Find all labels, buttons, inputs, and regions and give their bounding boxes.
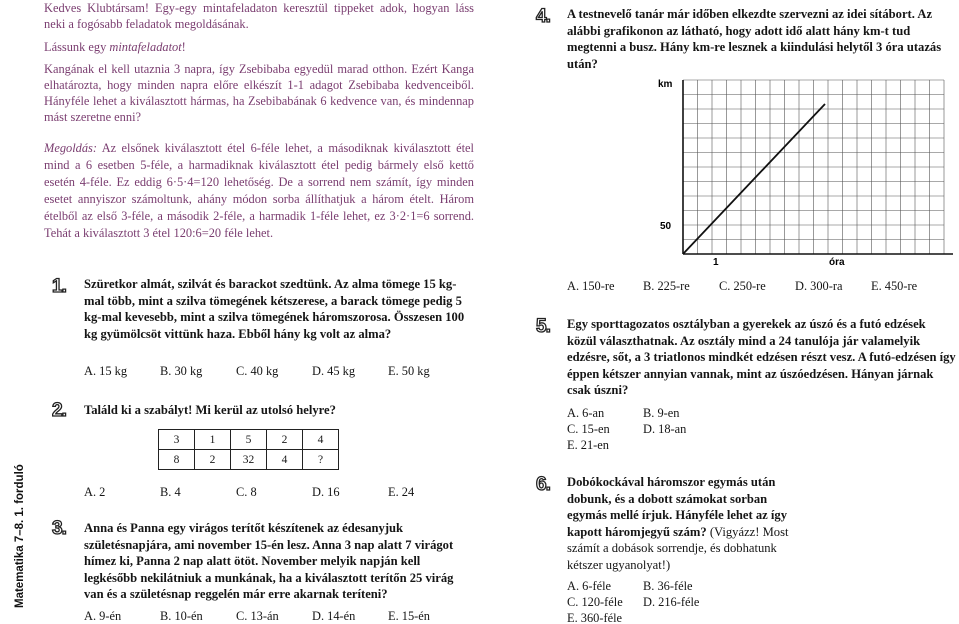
choice[interactable]: A. 9-én (84, 609, 122, 623)
problem-6-number: 6. (536, 474, 550, 495)
table-cell: 2 (195, 450, 231, 470)
solution-label: Megoldás: (44, 141, 97, 155)
intro-greeting: Kedves Klubtársam! Egy-egy mintafeladaton keresztül tippeket adok, hogyan láss neki a fogósabb feladatok megoldásának. (44, 1, 474, 31)
problem-3-text: Anna és Panna egy virágos terítőt készítenek az édesanyjuk születésnapjára, ami november 15-én lesz. Anna 3 nap alatt 7 virágot hímez ki, Panna 2 nap alatt ötöt. November melyik napján kell legkésőbb nekilátniuk a munkának, ha a kiválasztott terítőn 25 virág van és a születésnap reggelén már erre akarnak teríteni? (84, 521, 454, 601)
x-tick-label: 1 (713, 257, 719, 266)
choice[interactable]: A. 6-féle (567, 579, 612, 593)
problem-6-choices (567, 578, 737, 624)
table-cell: 4 (303, 430, 339, 450)
y-tick-label: 50 (660, 221, 672, 232)
y-axis-label: km (658, 79, 673, 90)
choice[interactable]: A. 150-re (567, 279, 615, 293)
table-cell: 4 (267, 450, 303, 470)
problem-6-note: (Vigyázz! Most számít a dobások sorrendje, és dobhatunk kétszer ugyanolyat!) (567, 524, 789, 572)
choice[interactable]: A. 2 (84, 485, 106, 499)
choice[interactable]: D. 45 kg (312, 364, 356, 378)
problem-5-text: Egy sporttagozatos osztályban a gyerekek az úszó és a futó edzések közül választhatnak. Az osztály mind a 24 tanulója jár valamelyik edzésre, sőt, a 3 triatlonos mindkét edzésen részt vesz. A futó-edzésen így éppen kétszer annyian vannak, mint az úszóedzésen. Hányan járnak csak úszni? (567, 317, 956, 397)
choice[interactable]: C. 250-re (719, 279, 766, 293)
intro-example-problem: Kangának el kell utaznia 3 napra, így Zsebibaba egyedül marad otthon. Ezért Kanga elhatározta, hogy minden napra előre elkészít 1-1 adagot Zsebibaba kedvenceiből. Hányféle lehet a kiválasztott hármas, ha Zsebibabának 6 kedvence van, és mindennap mást szeretne enni? (44, 62, 474, 124)
table-row (159, 430, 339, 450)
choice[interactable]: D. 16 (312, 485, 340, 499)
choice[interactable]: C. 8 (236, 485, 257, 499)
choice[interactable]: E. 450-re (871, 279, 918, 293)
problem-4-text: A testnevelő tanár már időben elkezdte szervezni az idei sítábort. Az alábbi grafikonon az látható, hogy adott idő alatt hány km-t tud megtenni a busz. Hány km-re lesznek a kiindulási helytől 3 óra utazás után? (567, 7, 942, 71)
problem-2-choices (84, 485, 484, 500)
problem-1-choices (84, 364, 484, 379)
distance-time-graph (655, 76, 955, 266)
bus-distance-line (683, 104, 825, 254)
choice[interactable]: E. 24 (388, 485, 415, 499)
choice[interactable]: A. 6-an (567, 406, 605, 420)
table-cell: 8 (159, 450, 195, 470)
solution-text: Az elsőnek kiválasztott étel 6-féle lehet, a másodiknak kiválasztott étel mind a 6 esetben 5-féle, a harmadiknak kiválasztott étel pedig bármely első kettő esetén 4-féle. Ez eddig 6·5·4=120 lehetőség. De a sorrend nem számít, így minden esetet annyiszor számoltunk, ahány módon sorba állíthatjuk a három ételt. Három ételből az első 3-féle, a második 2-féle, a harmadik 1-féle lehet, ez 3·2·1=6 sorrend. Tehát a kiválasztott 3 étel 120:6=20 féle lehet. (44, 141, 474, 240)
table-row (159, 450, 339, 470)
choice[interactable]: C. 120-féle (567, 595, 623, 609)
choice[interactable]: E. 21-en (567, 438, 609, 452)
choice[interactable]: B. 9-en (643, 406, 680, 420)
problem-6-text: Dobókockával háromszor egymás után dobunk, és a dobott számokat sorban egymás mellé írjuk. Hányféle lehet az így kapott háromjegyű szám? (567, 475, 787, 539)
choice[interactable]: E. 50 kg (388, 364, 430, 378)
problem-5-number: 5. (536, 316, 550, 337)
problem-5-choices (567, 405, 727, 453)
table-cell: 5 (231, 430, 267, 450)
intro-example-line: Lássunk egy mintafeladatot! (44, 40, 186, 54)
choice[interactable]: D. 300-ra (795, 279, 843, 293)
choice[interactable]: B. 4 (160, 485, 181, 499)
solution-block (44, 140, 474, 242)
problem-4-choices (567, 279, 959, 294)
table-cell: 3 (159, 430, 195, 450)
problem-6-body (567, 474, 803, 573)
sequence-table (158, 429, 339, 470)
choice[interactable]: C. 40 kg (236, 364, 279, 378)
problem-2-text: Találd ki a szabályt! Mi kerül az utolsó helyre? (84, 403, 336, 417)
problem-2-number: 2. (52, 400, 66, 421)
problem-4-number: 4. (536, 6, 550, 27)
sidebar-label: Matematika 7–8. 1. forduló (14, 464, 26, 608)
problem-3-number: 3. (52, 518, 66, 539)
choice[interactable]: C. 13-án (236, 609, 279, 623)
table-cell: ? (303, 450, 339, 470)
problem-1-number: 1. (52, 276, 66, 297)
graph-grid (683, 80, 944, 254)
choice[interactable]: E. 15-én (388, 609, 430, 623)
intro-block (44, 0, 474, 132)
choice[interactable]: E. 360-féle (567, 611, 623, 624)
table-cell: 32 (231, 450, 267, 470)
choice[interactable]: B. 36-féle (643, 579, 693, 593)
problem-3-choices (84, 609, 484, 624)
choice[interactable]: D. 216-féle (643, 595, 700, 609)
choice[interactable]: A. 15 kg (84, 364, 128, 378)
table-cell: 2 (267, 430, 303, 450)
table-cell: 1 (195, 430, 231, 450)
x-axis-label: óra (829, 257, 845, 266)
choice[interactable]: C. 15-en (567, 422, 610, 436)
choice[interactable]: B. 225-re (643, 279, 690, 293)
choice[interactable]: D. 18-an (643, 422, 687, 436)
choice[interactable]: B. 30 kg (160, 364, 203, 378)
choice[interactable]: D. 14-én (312, 609, 356, 623)
choice[interactable]: B. 10-én (160, 609, 203, 623)
problem-1-text: Szüretkor almát, szilvát és barackot szedtünk. Az alma tömege 15 kg-mal több, mint a szilva tömegének kétszerese, a barack tömege pedig 5 kg-mal kevesebb, mint a szilva tömegének háromszorosa. Összesen 100 kg gyümölcsöt vittünk haza. Ebből hány kg volt az alma? (84, 277, 465, 341)
